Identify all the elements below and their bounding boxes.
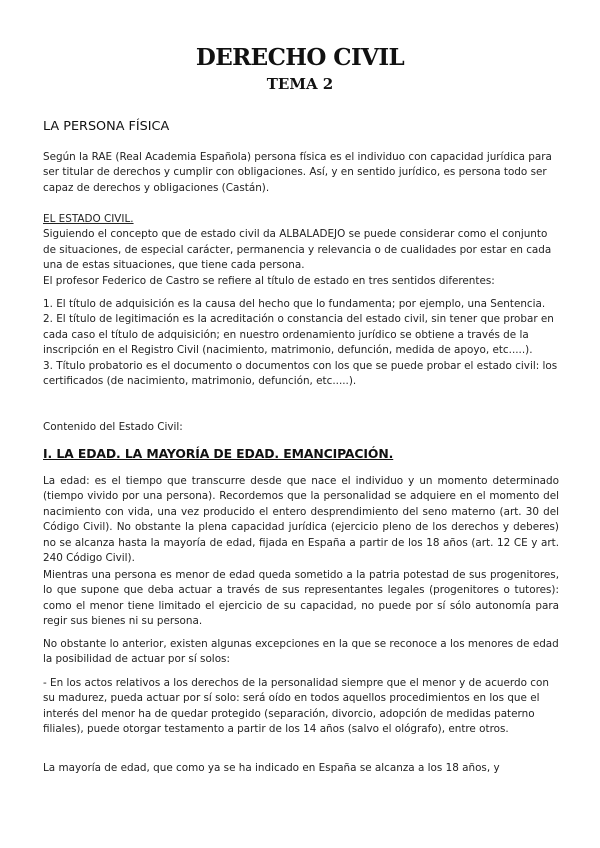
paragraph-castro — [43, 274, 559, 289]
edad-text-3: No obstante lo anterior, existen algunas excepciones en la que se reconoce a los menores de edad la posibilidad de actuar por sí solos: — [43, 638, 559, 666]
list-item: 3. Título probatorio es el documento o documentos con los que se puede probar el estado civil: los certificados (de nacimiento, matrimonio, defunción, etc.....). — [43, 359, 558, 388]
document-subtitle: TEMA 2 — [266, 75, 334, 93]
paragraph-contenido — [43, 420, 559, 435]
section-heading-edad: I. LA EDAD. LA MAYORÍA DE EDAD. EMANCIPACIÓN. — [43, 446, 394, 461]
contenido-text: Contenido del Estado Civil: — [43, 421, 183, 433]
castro-text: El profesor Federico de Castro se refiere al título de estado en tres sentidos diferentes: — [43, 275, 495, 287]
edad-text-4: - En los actos relativos a los derechos de la personalidad siempre que el menor y de acuerdo con su madurez, pueda actuar por sí solo: será oído en todos aquellos procedimientos en los que el interés del menor ha de quedar protegido (separación, divorcio, adopción de medidas paterno filiales), puede otorgar testamento a partir de los 14 años (salvo el ológrafo), entre otros. — [43, 677, 549, 736]
list-titulos — [43, 297, 559, 389]
section-heading-persona-fisica: LA PERSONA FÍSICA — [43, 119, 170, 134]
paragraph-estado-civil — [43, 212, 559, 274]
paragraph-edad-3 — [43, 637, 559, 668]
edad-text-1: La edad: es el tiempo que transcurre desde que nace el individuo y un momento determinado (tiempo vivido por una persona). Recordemos que la personalidad se adquiere en el momento del nacimiento con vida, una vez producido el entero desprendimiento del seno materno (art. 30 del Código Civil). No obstante la plena capacidad jurídica (ejercicio pleno de los derechos y deberes) no se alcanza hasta la mayoría de edad, fijada en España a partir de los 18 años (art. 12 CE y art. 240 Código Civil). — [43, 475, 559, 565]
intro-text: Según la RAE (Real Academia Española) persona física es el individuo con capacidad jurídica para ser titular de derechos y cumplir con obligaciones. Así, y en sentido jurídico, es persona todo ser capaz de derechos y obligaciones (Castán). — [43, 151, 552, 194]
edad-text-5: La mayoría de edad, que como ya se ha indicado en España se alcanza a los 18 años, y — [43, 762, 500, 774]
paragraph-edad-5 — [43, 761, 559, 776]
document-title: DERECHO CIVIL — [195, 44, 405, 71]
list-item: 2. El título de legitimación es la acreditación o constancia del estado civil, sin tener que probar en cada caso el título de adquisición; en nuestro ordenamiento jurídico se obtiene a través de la inscripción en el Registro Civil (nacimiento, matrimonio, defunción, medida de apoyo, etc.....). — [43, 313, 554, 357]
edad-text-2: Mientras una persona es menor de edad queda sometido a la patria potestad de sus progenitores, lo que supone que deba actuar a través de sus representantes legales (progenitores o tutores): como el menor tiene limitado el ejercicio de su capacidad, no puede por sí sólo autonomía para regir sus bienes ni su persona. — [43, 569, 559, 628]
paragraph-edad-1 — [43, 474, 559, 566]
paragraph-intro — [43, 150, 559, 196]
paragraph-edad-4 — [43, 676, 559, 738]
estado-civil-text: Siguiendo el concepto que de estado civil da ALBALADEJO se puede considerar como el conjunto de situaciones, de especial carácter, permanencia y relevancia o de cualidades por estar en cada una de estas situaciones, que tiene cada persona. — [43, 228, 552, 272]
list-item: 1. El título de adquisición es la causa del hecho que lo fundamenta; por ejemplo, una Sentencia. — [43, 298, 546, 310]
paragraph-edad-2 — [43, 568, 559, 630]
estado-civil-heading: EL ESTADO CIVIL. — [43, 213, 134, 225]
